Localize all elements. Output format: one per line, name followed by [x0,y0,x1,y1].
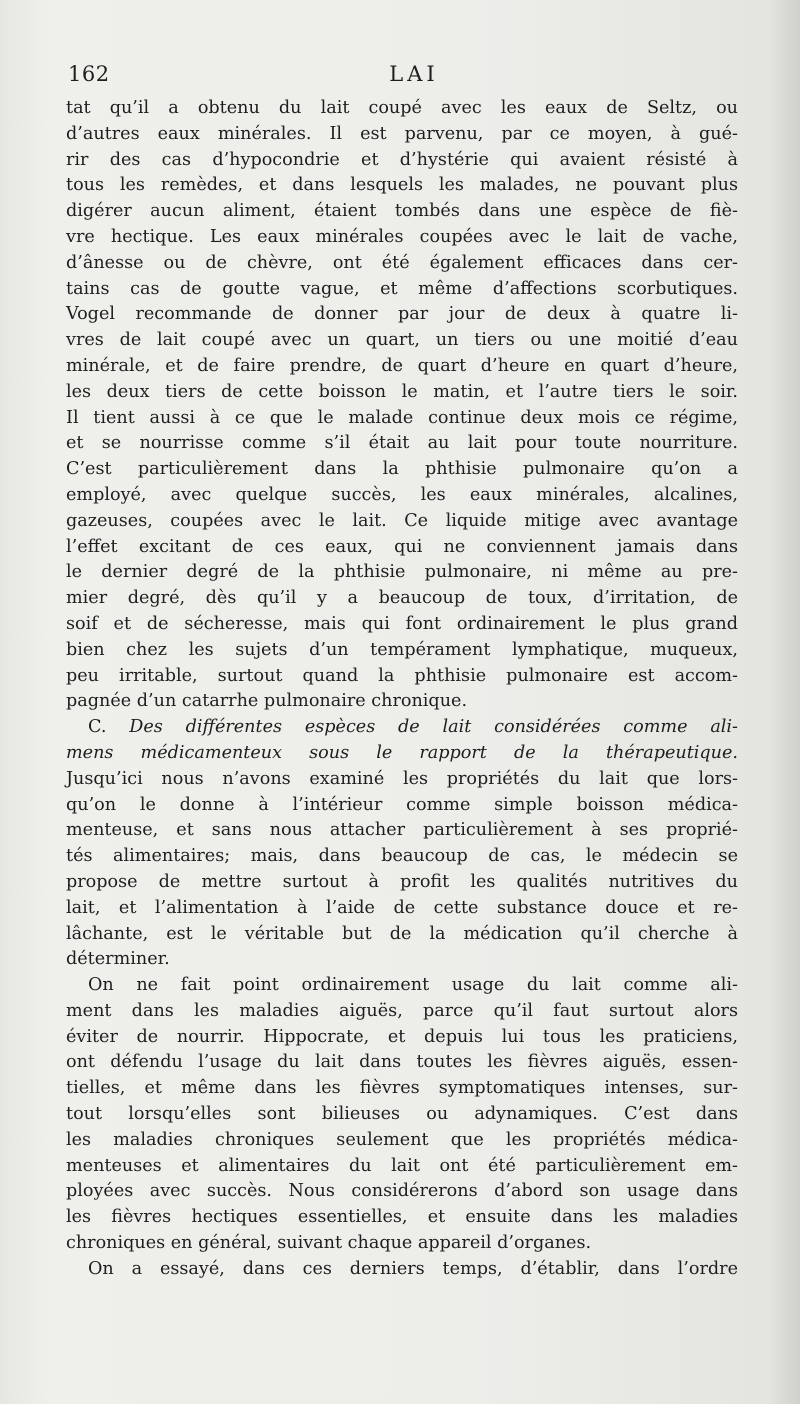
text-line: C’est particulièrement dans la phthisie pulmonaire qu’on a [66,459,738,480]
text-line: menteuses et alimentaires du lait ont été particulièrement em- [66,1155,738,1176]
text-line: tielles, et même dans les fièvres symptomatiques intenses, sur- [66,1078,738,1099]
text-line: On a essayé, dans ces derniers temps, d’établir, dans l’ordre [88,1258,738,1279]
text-line: lâchante, est le véritable but de la médication qu’il cherche à [66,923,738,944]
text-line: peu irritable, surtout quand la phthisie pulmonaire est accom- [66,665,738,686]
section-heading-line-1 [66,715,738,741]
text-line: les maladies chroniques seulement que les propriétés médica- [66,1129,738,1150]
text-line: digérer aucun aliment, étaient tombés dans une espèce de fiè- [66,201,738,222]
text-line: les fièvres hectiques essentielles, et ensuite dans les maladies [66,1207,738,1228]
text-line: Vogel recommande de donner par jour de deux à quatre li- [66,304,738,325]
text-line: ont défendu l’usage du lait dans toutes les fièvres aiguës, essen- [66,1052,738,1073]
text-line: On ne fait point ordinairement usage du lait comme ali- [88,975,738,996]
text-line: pagnée d’un catarrhe pulmonaire chronique. [66,691,468,712]
page-header [66,62,736,92]
text-line: déterminer. [66,949,170,970]
text-line: chroniques en général, suivant chaque appareil d’organes. [66,1233,592,1254]
text-line: vre hectique. Les eaux minérales coupées avec le lait de vache, [66,226,738,247]
text-line: tout lorsqu’elles sont bilieuses ou adynamiques. C’est dans [66,1104,738,1125]
body-text [66,96,738,1283]
text-line: rir des cas d’hypocondrie et d’hystérie qui avaient résisté à [66,149,738,170]
text-line: gazeuses, coupées avec le lait. Ce liquide mitige avec avantage [66,510,738,531]
text-line: vres de lait coupé avec un quart, un tiers ou une moitié d’eau [66,330,738,351]
section-title-part-1: Des différentes espèces de lait considérées comme ali- [129,717,739,738]
text-line: ployées avec succès. Nous considérerons d’abord son usage dans [66,1181,738,1202]
text-line: menteuse, et sans nous attacher particulièrement à ses proprié- [66,820,738,841]
text-line: tat qu’il a obtenu du lait coupé avec les eaux de Seltz, ou [66,98,738,118]
section-label: C. [88,717,107,738]
text-line: et se nourrisse comme s’il était au lait pour toute nourriture. [66,433,738,454]
text-line: Il tient aussi à ce que le malade continue deux mois ce régime, [66,407,738,428]
text-line: les deux tiers de cette boisson le matin, et l’autre tiers le soir. [66,381,738,402]
text-line: employé, avec quelque succès, les eaux minérales, alcalines, [66,484,738,505]
text-line: d’autres eaux minérales. Il est parvenu, par ce moyen, à gué- [66,123,738,144]
page-number: 162 [68,62,110,86]
text-line: qu’on le donne à l’intérieur comme simple boisson médica- [66,794,738,815]
text-line: bien chez les sujets d’un tempérament lymphatique, muqueux, [66,639,738,660]
text-line: d’ânesse ou de chèvre, ont été également efficaces dans cer- [66,252,738,273]
text-line: soif et de sécheresse, mais qui font ordinairement le plus grand [66,613,738,634]
text-line: tous les remèdes, et dans lesquels les malades, ne pouvant plus [66,175,738,196]
text-line: Jusqu’ici nous n’avons examiné les propriétés du lait que lors- [66,768,738,789]
text-line: minérale, et de faire prendre, de quart d’heure en quart d’heure, [66,355,738,376]
running-head: LAI [389,62,439,86]
text-line: lait, et l’alimentation à l’aide de cette substance douce et re- [66,897,738,918]
section-heading-line-2: mens médicamenteux sous le rapport de la thérapeutique. [66,742,738,763]
text-line: propose de mettre surtout à profit les qualités nutritives du [66,871,738,892]
text-line: le dernier degré de la phthisie pulmonaire, ni même au pre- [66,562,738,583]
text-line: tains cas de goutte vague, et même d’affections scorbutiques. [66,278,738,299]
text-line: l’effet excitant de ces eaux, qui ne conviennent jamais dans [66,536,738,557]
text-line: mier degré, dès qu’il y a beaucoup de toux, d’irritation, de [66,588,738,609]
text-line: éviter de nourrir. Hippocrate, et depuis lui tous les praticiens, [66,1026,738,1047]
text-line: tés alimentaires; mais, dans beaucoup de cas, le médecin se [66,846,738,867]
text-line: ment dans les maladies aiguës, parce qu’il faut surtout alors [66,1000,738,1021]
